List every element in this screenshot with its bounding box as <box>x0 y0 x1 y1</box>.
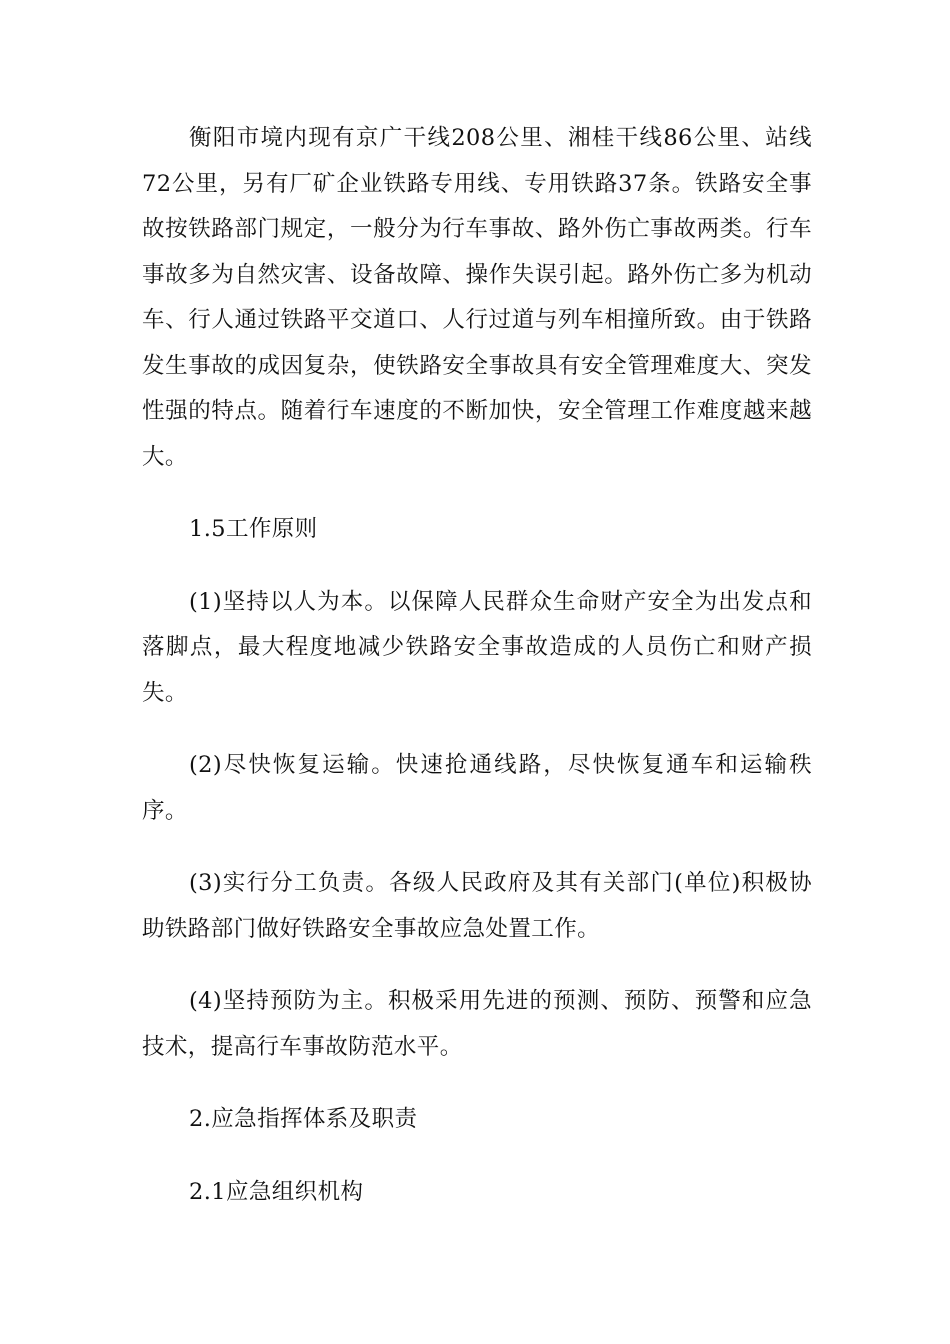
principle-item-1: (1)坚持以人为本。以保障人民群众生命财产安全为出发点和落脚点，最大程度地减少铁路安全事故造成的人员伤亡和财产损失。 <box>142 588 812 706</box>
principle-item-2: (2)尽快恢复运输。快速抢通线路，尽快恢复通车和运输秩序。 <box>142 752 812 824</box>
document-body <box>142 116 812 1215</box>
principle-item-3: (3)实行分工负责。各级人民政府及其有关部门(单位)积极协助铁路部门做好铁路安全事故应急处置工作。 <box>142 870 812 942</box>
paragraph-railway-overview: 衡阳市境内现有京广干线208公里、湘桂干线86公里、站线72公里，另有厂矿企业铁路专用线、专用铁路37条。铁路安全事故按铁路部门规定，一般分为行车事故、路外伤亡事故两类。行车事故多为自然灾害、设备故障、操作失误引起。路外伤亡多为机动车、行人通过铁路平交道口、人行过道与列车相撞所致。由于铁路发生事故的成因复杂，使铁路安全事故具有安全管理难度大、突发性强的特点。随着行车速度的不断加快，安全管理工作难度越来越大。 <box>142 125 812 470</box>
section-heading-2-1: 2.1应急组织机构 <box>189 1178 364 1205</box>
section-heading-2: 2.应急指挥体系及职责 <box>189 1106 418 1132</box>
principle-item-4: (4)坚持预防为主。积极采用先进的预测、预防、预警和应急技术，提高行车事故防范水平。 <box>142 988 812 1060</box>
section-heading-1-5: 1.5工作原则 <box>189 516 318 542</box>
